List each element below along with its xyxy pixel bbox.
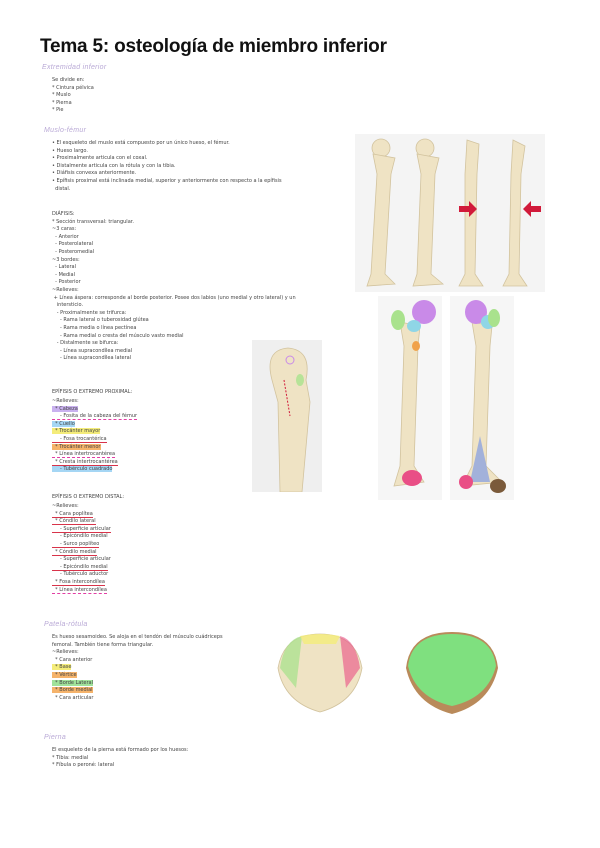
proximal-heading: EPÍFISIS O EXTREMO PROXIMAL: bbox=[52, 389, 133, 395]
text-line-content: * Borde Lateral bbox=[52, 679, 93, 686]
text-line bbox=[52, 155, 282, 163]
text-line bbox=[52, 398, 137, 406]
text-line bbox=[52, 587, 111, 595]
text-line bbox=[52, 92, 94, 100]
text-line-content: - Superficie articular bbox=[52, 556, 111, 563]
text-line-content: - Posterior bbox=[52, 279, 81, 286]
text-line-content: - Posteromedial bbox=[52, 248, 95, 255]
text-line bbox=[52, 333, 296, 341]
text-line bbox=[52, 503, 111, 511]
text-line-content: distal. bbox=[52, 185, 71, 192]
text-line-content: - Línea supracondílea medial bbox=[52, 347, 133, 354]
text-line-content: * Cabeza bbox=[52, 405, 78, 412]
text-line bbox=[52, 747, 188, 755]
patella-articular-figure bbox=[400, 628, 504, 718]
text-line-content: DIÁFISIS: bbox=[52, 211, 75, 217]
text-line bbox=[52, 302, 296, 310]
text-line bbox=[52, 148, 282, 156]
text-line-content: - Anterior bbox=[52, 233, 79, 240]
pierna-list bbox=[52, 747, 188, 770]
text-line-content: * Cóndilo lateral bbox=[52, 518, 96, 525]
text-line-content: - Fosita de la cabeza del fémur bbox=[52, 413, 138, 420]
text-line-content: Se divide en: bbox=[52, 77, 85, 83]
text-line bbox=[52, 325, 296, 333]
colored-femur-posterior-figure bbox=[450, 296, 514, 500]
text-line bbox=[52, 549, 111, 557]
text-line-content: * Línea intercondílea bbox=[52, 586, 107, 593]
text-line-content: * Cara poplítea bbox=[52, 510, 93, 517]
text-line-content: * Cara anterior bbox=[52, 656, 93, 663]
femur-posterior-view bbox=[413, 139, 443, 286]
text-line bbox=[52, 657, 223, 665]
text-line-content: * Cintura pélvica bbox=[52, 84, 94, 91]
text-line bbox=[52, 272, 296, 280]
text-line-content: * Base bbox=[52, 664, 72, 671]
text-line-content: - Proximalmente se trifurca: bbox=[52, 309, 127, 316]
text-line-content: * Muslo bbox=[52, 92, 71, 99]
text-line-content: * Sección transversal: triangular. bbox=[52, 218, 134, 225]
text-line bbox=[52, 541, 111, 549]
text-line-content: - Lateral bbox=[52, 264, 76, 271]
text-line bbox=[52, 241, 296, 249]
text-line bbox=[52, 634, 223, 642]
text-line bbox=[52, 211, 296, 219]
femur-anterior-view bbox=[367, 139, 395, 286]
text-line bbox=[52, 219, 296, 227]
text-line-content: ~3 caras: bbox=[52, 226, 77, 233]
text-line-content: El esqueleto de la pierna está formado por los huesos: bbox=[52, 747, 189, 753]
muslo-intro bbox=[52, 140, 282, 193]
text-line-content: - Rama lateral o tuberosidad glútea bbox=[52, 317, 149, 324]
text-line-content: * Vértice bbox=[52, 671, 77, 678]
text-line-content: Es hueso sesamoideo. Se aloja en el tendón del músculo cuádriceps bbox=[52, 634, 223, 640]
text-line bbox=[52, 451, 137, 459]
text-line-content: • Diáfisis convexa anteriormente. bbox=[52, 170, 137, 177]
patella-anterior-figure bbox=[270, 628, 370, 718]
text-line bbox=[52, 287, 296, 295]
text-line bbox=[52, 140, 282, 148]
section-heading-pierna: Pierna bbox=[44, 734, 67, 741]
text-line bbox=[52, 178, 282, 186]
text-line-content: * Cresta intertrocantérea bbox=[52, 458, 118, 465]
text-line bbox=[52, 649, 223, 657]
text-line-content: ~Relieves: bbox=[52, 649, 79, 656]
text-line bbox=[52, 295, 296, 303]
text-line-content: * Trocánter mayor bbox=[52, 428, 101, 435]
text-line bbox=[52, 664, 223, 672]
text-line bbox=[52, 762, 188, 770]
section-heading-muslo: Muslo-fémur bbox=[44, 127, 87, 134]
text-line-content: • El esqueleto del muslo está compuesto por un único hueso, el fémur. bbox=[52, 140, 230, 146]
text-line-content: * Fíbula o peroné: lateral bbox=[52, 762, 115, 769]
text-line-content: * Tibia: medial bbox=[52, 754, 89, 761]
text-line-content: • Hueso largo. bbox=[52, 147, 88, 154]
text-line bbox=[52, 100, 94, 108]
text-line-content: - Superficie articular bbox=[52, 525, 111, 532]
text-line-content: - Línea supracondílea lateral bbox=[52, 355, 132, 362]
text-line-content: ~Relieves: bbox=[52, 503, 79, 509]
femur-views-figure bbox=[355, 134, 545, 292]
text-line bbox=[52, 257, 296, 265]
text-line-content: - Tubérculo cuadrado bbox=[52, 466, 113, 473]
text-line bbox=[52, 413, 137, 421]
text-line-content: * Cuello bbox=[52, 420, 75, 427]
text-line-content: ~3 bordes: bbox=[52, 256, 80, 263]
text-line-content: • Distalmente articula con la rótula y con la tibia. bbox=[52, 162, 176, 169]
section-heading-patela: Patela-rótula bbox=[44, 621, 88, 628]
text-line-content: * Fosa intercondílea bbox=[52, 578, 105, 585]
text-line-content: femoral. También tiene forma triangular. bbox=[52, 641, 154, 648]
arrow-left-icon bbox=[523, 201, 541, 217]
text-line-content: * Trocánter menor bbox=[52, 443, 101, 450]
text-line bbox=[52, 556, 111, 564]
text-line-content: + Línea áspera: corresponde al borde posterior. Posee dos labios (uno medial y otro lateral) y un bbox=[52, 294, 296, 301]
extremidad-list bbox=[52, 77, 94, 115]
text-line-content: ~Relieves: bbox=[52, 286, 79, 293]
text-line-content: * Cóndilo medial bbox=[52, 548, 97, 555]
text-line-content: - Rama media o línea pectínea bbox=[52, 324, 137, 331]
text-line-content: - Posterolateral bbox=[52, 241, 94, 248]
text-line bbox=[52, 642, 223, 650]
text-line-content: * Borde medial bbox=[52, 687, 93, 694]
text-line bbox=[52, 317, 296, 325]
text-line-content: • Proximalmente articula con el coxal. bbox=[52, 155, 148, 162]
text-line-content: - Epicóndilo medial bbox=[52, 563, 108, 570]
proximal-closeup-figure bbox=[252, 340, 322, 492]
text-line-content: - Rama medial o cresta del músculo vasto medial bbox=[52, 332, 184, 339]
text-line bbox=[52, 680, 223, 688]
patela-list bbox=[52, 634, 223, 702]
text-line bbox=[52, 77, 94, 85]
text-line bbox=[52, 234, 296, 242]
page-title: Tema 5: osteología de miembro inferior bbox=[40, 36, 387, 57]
text-line-content: * Pierna bbox=[52, 99, 72, 106]
text-line bbox=[52, 226, 296, 234]
text-line-content: - Epicóndilo medial bbox=[52, 533, 108, 540]
text-line bbox=[52, 579, 111, 587]
text-line bbox=[52, 466, 137, 474]
text-line bbox=[52, 85, 94, 93]
distal-heading: EPÍFISIS O EXTREMO DISTAL: bbox=[52, 494, 125, 500]
section-heading-extremidad: Extremidad inferior bbox=[42, 64, 107, 71]
text-line-content: - Tubérculo aductor bbox=[52, 571, 109, 578]
text-line-content: • Epífisis proximal está inclinada medial, superior y anteriormente con respecto a la epífisis bbox=[52, 177, 282, 184]
text-line bbox=[52, 518, 111, 526]
text-line bbox=[52, 107, 94, 115]
text-line bbox=[52, 672, 223, 680]
text-line-content: - Fosa trocantérica bbox=[52, 435, 107, 442]
text-line bbox=[52, 687, 223, 695]
text-line bbox=[52, 249, 296, 257]
text-line bbox=[52, 571, 111, 579]
proximal-list bbox=[52, 398, 137, 474]
text-line bbox=[52, 186, 282, 194]
text-line bbox=[52, 695, 223, 703]
text-line-content: ~Relieves: bbox=[52, 398, 79, 404]
text-line-content: * Cara articular bbox=[52, 694, 94, 701]
text-line-content: - Medial bbox=[52, 271, 75, 278]
text-line bbox=[52, 428, 137, 436]
text-line-content: * Pie bbox=[52, 107, 64, 114]
text-line bbox=[52, 279, 296, 287]
text-line bbox=[52, 170, 282, 178]
text-line-content: - Surco poplíteo bbox=[52, 540, 100, 547]
text-line-content: - Distalmente se bifurca: bbox=[52, 340, 119, 347]
femur-lateral-view bbox=[503, 140, 527, 286]
text-line-content: intersticio. bbox=[52, 302, 84, 309]
distal-list bbox=[52, 503, 111, 594]
text-line bbox=[52, 533, 111, 541]
text-line bbox=[52, 264, 296, 272]
text-line bbox=[52, 436, 137, 444]
colored-femur-anterior-figure bbox=[378, 296, 442, 500]
text-line-content: * Línea intertrocantérea bbox=[52, 451, 116, 458]
